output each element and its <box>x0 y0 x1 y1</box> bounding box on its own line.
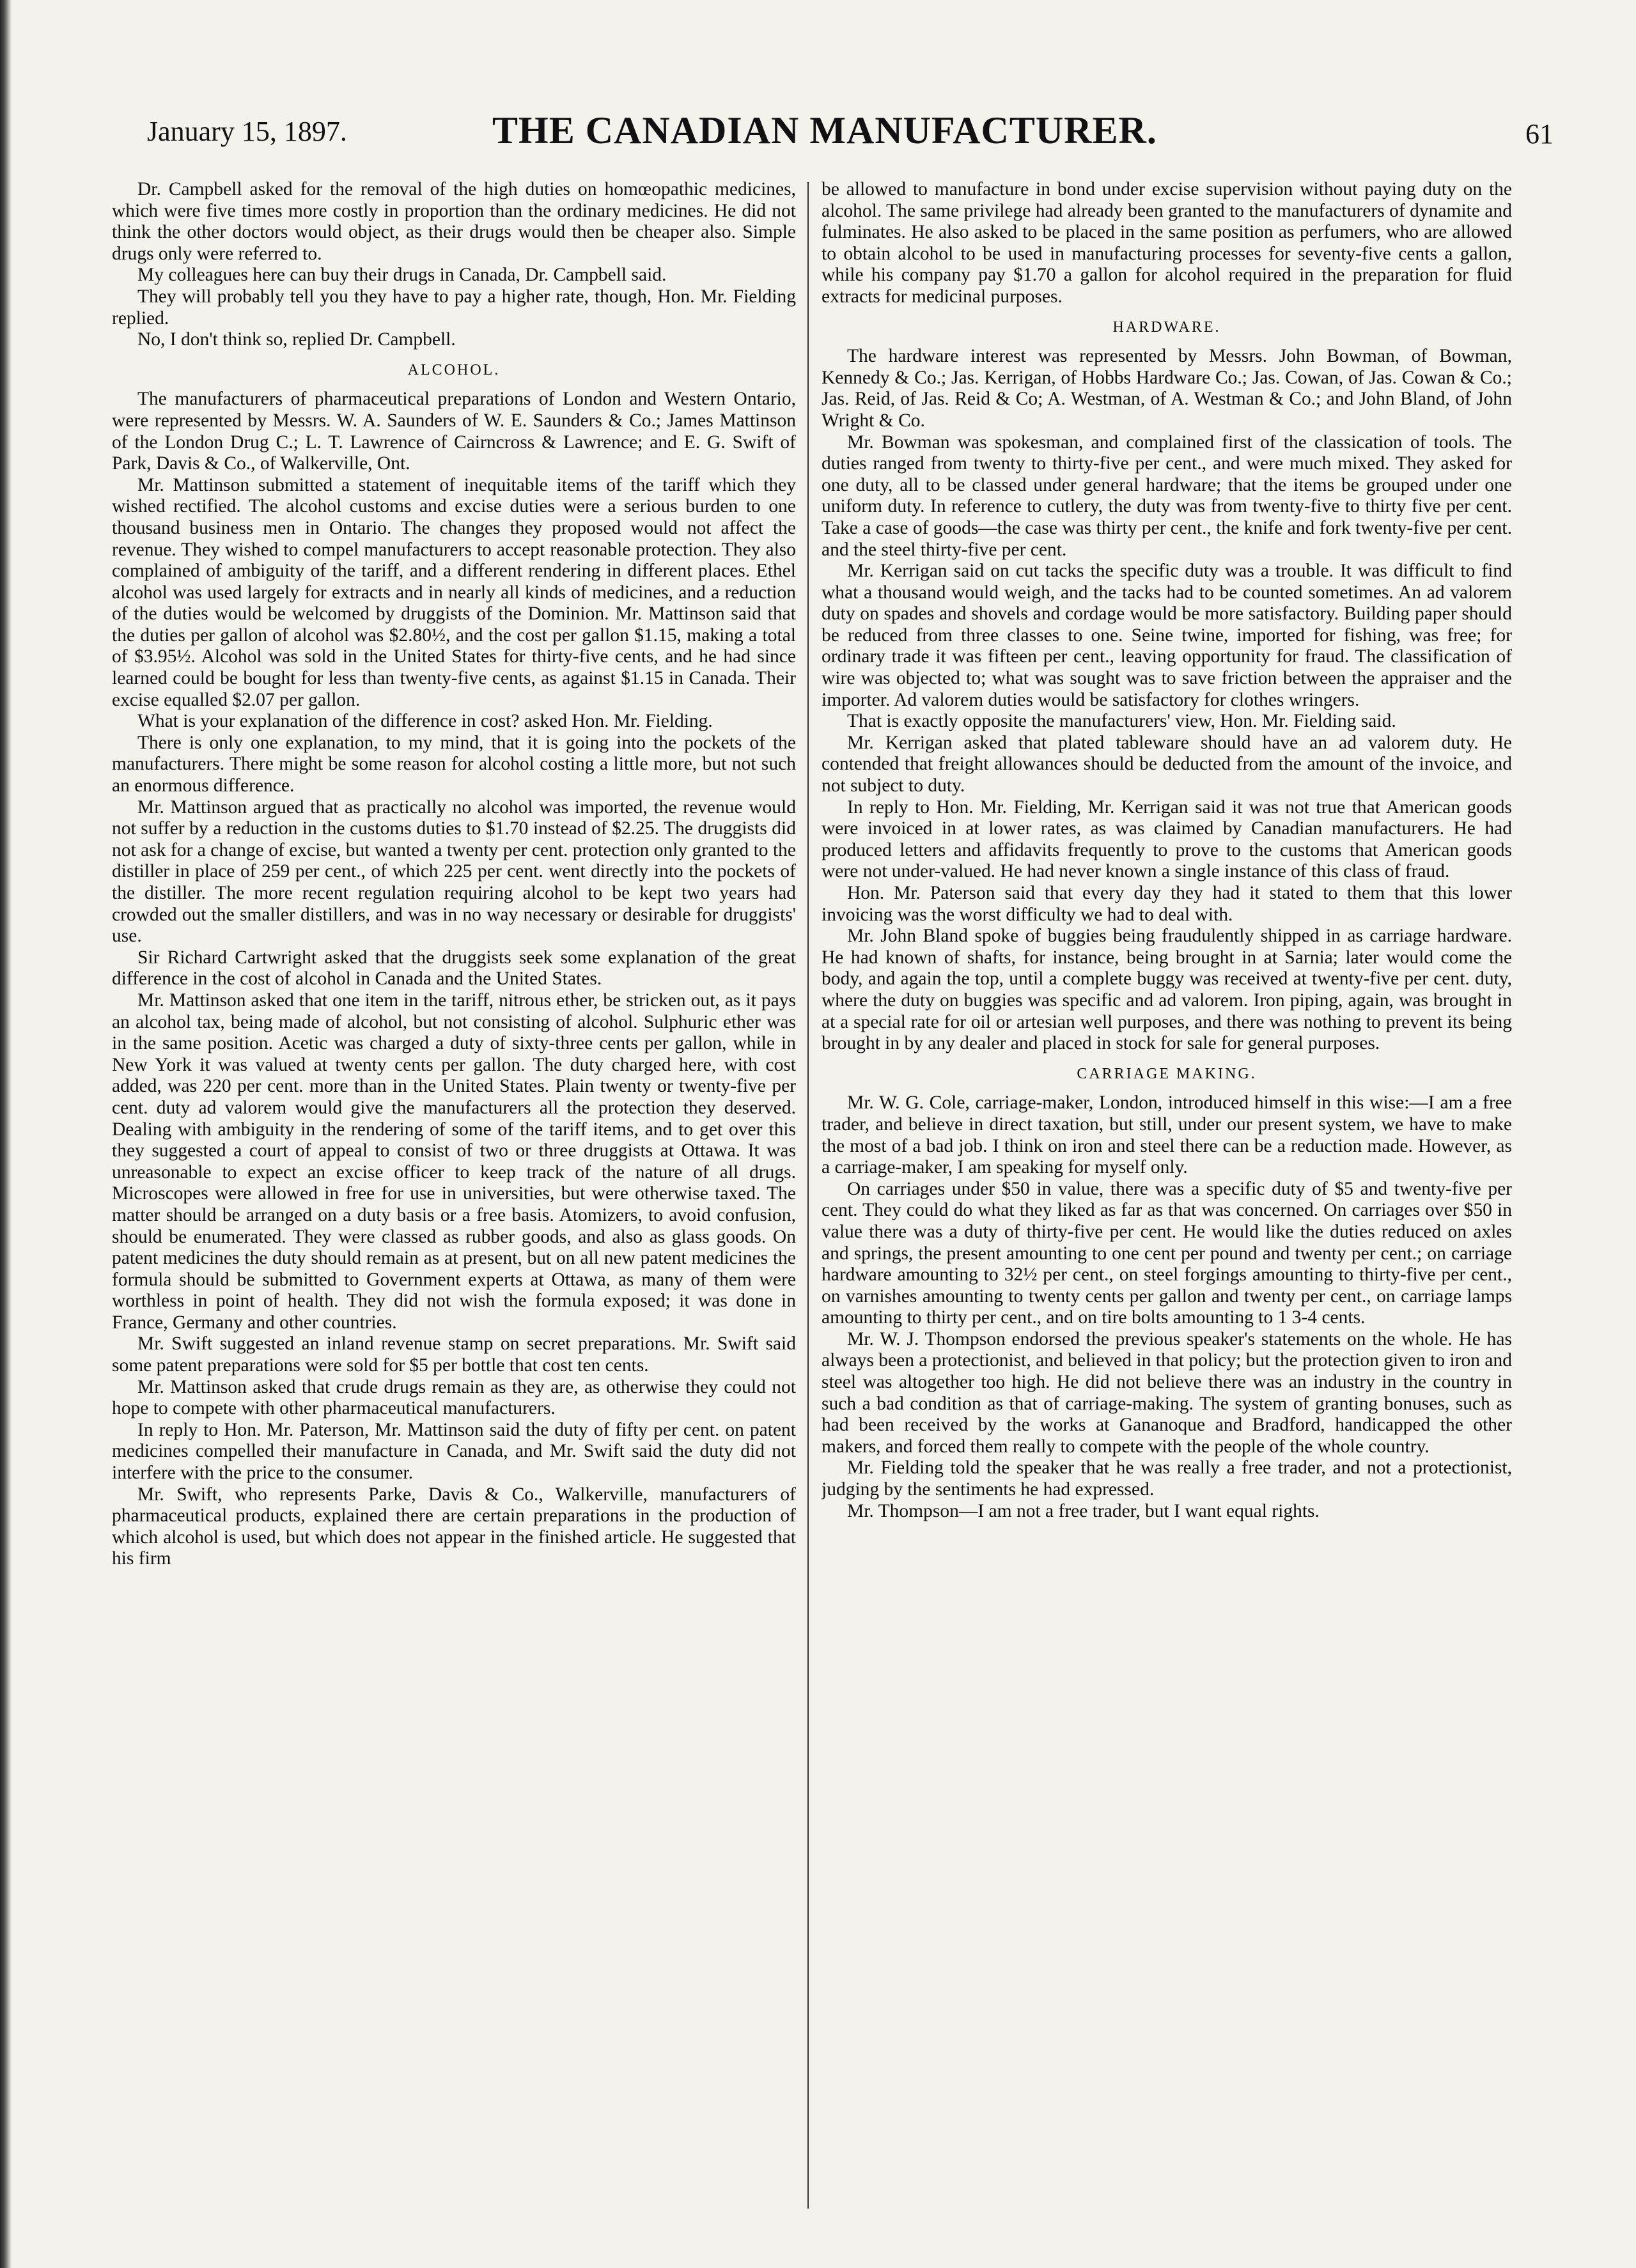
page-header <box>147 109 1554 166</box>
paragraph: Mr. Swift suggested an inland revenue stamp on secret preparations. Mr. Swift said some patent preparations were sold for $5 per bottle that cost ten cents. <box>112 1333 796 1376</box>
paragraph: Mr. Mattinson asked that one item in the tariff, nitrous ether, be stricken out, as it pays an alcohol tax, being made of alcohol, but not consisting of alcohol. Sulphuric ether was in the same position. Acetic was charged a duty of sixty-three cents per gallon, while in New York it was valued at twenty cents per gallon. The duty charged here, with cost added, was 220 per cent. more than in the United States. Plain twenty or twenty-five per cent. duty ad valorem would give the manufacturers all the protection they deserved. Dealing with ambiguity in the rendering of some of the tariff items, and to get over this they suggested a court of appeal to consist of two or three druggists at Ottawa. It was unreasonable to expect an excise officer to keep track of the nature of all drugs. Microscopes were allowed in free for use in universities, but were otherwise taxed. The matter should be arranged on a duty basis or a free basis. Atomizers, to avoid confusion, should be enumerated. They were classed as rubber goods, and also as glass goods. On patent medicines the duty should remain as at present, but on all new patent medicines the formula should be submitted to Government experts at Ottawa, as many of them were worthless in point of health. They did not wish the formula exposed; it was done in France, Germany and other countries. <box>112 990 796 1333</box>
paragraph: Sir Richard Cartwright asked that the druggists seek some explanation of the great difference in the cost of alcohol in Canada and the United States. <box>112 947 796 990</box>
paragraph: Mr. Kerrigan said on cut tacks the specific duty was a trouble. It was difficult to find what a thousand would weigh, and the tacks had to be counted sometimes. An ad valorem duty on spades and shovels and cordage would be more satisfactory. Building paper should be reduced from three classes to one. Seine twine, imported for fishing, was free; for ordinary trade it was fifteen per cent., leaving opportunity for fraud. The classification of wire was objected to; what was sought was to save friction between the appraiser and the importer. Ad valorem duties would be satisfactory for clothes wringers. <box>822 561 1512 710</box>
paragraph: On carriages under $50 in value, there was a specific duty of $5 and twenty-five per cent. They could do what they liked as far as that was concerned. On carriages over $50 in value there was a duty of thirty-five per cent. He would like the duties reduced on axles and springs, the present amounting to one cent per pound and twenty per cent.; on carriage hardware amounting to 32½ per cent., on steel forgings amounting to thirty-five per cent., on varnishes amounting to twenty cents per gallon and twenty per cent., on carriage lamps amounting to thirty per cent., and on tire bolts amounting to 1 3-4 cents. <box>822 1178 1512 1328</box>
section-heading-carriage-making: CARRIAGE MAKING. <box>1077 1065 1257 1082</box>
scan-edge <box>0 0 12 2268</box>
paragraph: My colleagues here can buy their drugs in Canada, Dr. Campbell said. <box>137 265 667 286</box>
paragraph: There is only one explanation, to my mind, that it is going into the pockets of the manufacturers. There might be some reason for alcohol costing a little more, but not such an enormous difference. <box>112 732 796 796</box>
left-column <box>112 179 796 2231</box>
paragraph: Mr. Fielding told the speaker that he was really a free trader, and not a protectionist, judging by the sentiments he had expressed. <box>822 1457 1512 1500</box>
paragraph: Dr. Campbell asked for the removal of the high duties on homœopathic medicines, which were five times more costly in proportion than the ordinary medicines. He did not think the other doctors would object, as their drugs would then be cheaper also. Simple drugs only were referred to. <box>112 179 796 264</box>
section-heading-alcohol: ALCOHOL. <box>407 361 501 378</box>
paragraph: Mr. Thompson—I am not a free trader, but I want equal rights. <box>847 1500 1320 1521</box>
paragraph: Mr. Mattinson submitted a statement of inequitable items of the tariff which they wished rectified. The alcohol customs and excise duties were a serious burden to one thousand business men in Ontario. The changes they proposed would not affect the revenue. They wished to compel manufacturers to accept reasonable protection. They also complained of ambiguity of the tariff, and a different rendering in different places. Ethel alcohol was used largely for extracts and in nearly all kinds of medicines, and a reduction of the duties would be welcomed by druggists of the Dominion. Mr. Mattinson said that the duties per gallon of alcohol was $2.80½, and the cost per gallon $1.15, making a total of $3.95½. Alcohol was sold in the United States for thirty-five cents, and he had since learned could be bought for less than twenty-five cents, as against $1.15 in Canada. Their excise equalled $2.07 per gallon. <box>112 474 796 710</box>
paragraph: Mr. Bowman was spokesman, and complained first of the classication of tools. The duties ranged from twenty to thirty-five per cent., and were much mixed. They asked for one duty, all to be classed under general hardware; that the items be grouped under one uniform duty. In reference to cutlery, the duty was from twenty-five to thirty five per cent. Take a case of goods—the case was thirty per cent., the knife and fork twenty-five per cent. and the steel thirty-five per cent. <box>822 431 1512 560</box>
publication-title: THE CANADIAN MANUFACTURER. <box>492 109 1157 151</box>
paragraph: Mr. Mattinson asked that crude drugs remain as they are, as otherwise they could not hope to compete with other pharmaceutical manufacturers. <box>112 1376 796 1419</box>
paragraph: What is your explanation of the difference in cost? asked Hon. Mr. Fielding. <box>137 711 713 732</box>
paragraph: In reply to Hon. Mr. Fielding, Mr. Kerrigan said it was not true that American goods were invoiced in at lower rates, as was claimed by Canadian manufacturers. He had produced letters and affidavits frequently to prove to the customs that American goods were not under-valued. He had never known a single instance of this class of fraud. <box>822 796 1512 882</box>
paragraph: Mr. W. G. Cole, carriage-maker, London, introduced himself in this wise:—I am a free trader, and believe in direct taxation, but still, under our present system, we have to make the most of a bad job. I think on iron and steel there can be a reduction made. However, as a carriage-maker, I am speaking for myself only. <box>822 1092 1512 1178</box>
paragraph: Mr. Kerrigan asked that plated tableware should have an ad valorem duty. He contended that freight allowances should be deducted from the amount of the invoice, and not subject to duty. <box>822 732 1512 796</box>
page-number: 61 <box>1525 118 1554 150</box>
paragraph: That is exactly opposite the manufacturers' view, Hon. Mr. Fielding said. <box>847 711 1396 732</box>
section-heading-hardware: HARDWARE. <box>1112 318 1221 336</box>
paragraph: In reply to Hon. Mr. Paterson, Mr. Mattinson said the duty of fifty per cent. on patent medicines compelled their manufacture in Canada, and Mr. Swift said the duty did not interfere with the price to the consumer. <box>112 1419 796 1484</box>
paragraph: Mr. W. J. Thompson endorsed the previous speaker's statements on the whole. He has always been a protectionist, and believed in that policy; but the protection given to iron and steel was altogether too high. He did not believe there was an industry in the country in such a bad condition as that of carriage-making. The system of granting bonuses, such as had been received by the works at Gananoque and Bradford, handicapped the other makers, and forced them really to compete with the people of the whole country. <box>822 1328 1512 1457</box>
paragraph: They will probably tell you they have to pay a higher rate, though, Hon. Mr. Fielding replied. <box>112 286 796 329</box>
paragraph: be allowed to manufacture in bond under excise supervision without paying duty on the alcohol. The same privilege had already been granted to the manufacturers of dynamite and fulminates. He also asked to be placed in the same position as perfumers, who are allowed to obtain alcohol to be used in manufacturing processes for seventy-five cents a gallon, while his company pay $1.70 a gallon for alcohol required in the preparation for fluid extracts for medicinal purposes. <box>822 179 1512 307</box>
paragraph: The manufacturers of pharmaceutical preparations of London and Western Ontario, were represented by Messrs. W. A. Saunders of W. E. Saunders & Co.; James Mattinson of the London Drug C.; L. T. Lawrence of Cairncross & Lawrence; and E. G. Swift of Park, Davis & Co., of Walkerville, Ont. <box>112 389 796 474</box>
paragraph: Hon. Mr. Paterson said that every day they had it stated to them that this lower invoicing was the worst difficulty we had to deal with. <box>822 883 1512 925</box>
issue-date: January 15, 1897. <box>147 116 347 147</box>
right-column <box>822 179 1512 2231</box>
paragraph: The hardware interest was represented by Messrs. John Bowman, of Bowman, Kennedy & Co.; Jas. Kerrigan, of Hobbs Hardware Co.; Jas. Cowan, of Jas. Cowan & Co.; Jas. Reid, of Jas. Reid & Co; A. Westman, of A. Westman & Co.; and John Bland, of John Wright & Co. <box>822 346 1512 431</box>
paragraph: Mr. John Bland spoke of buggies being fraudulently shipped in as carriage hardware. He had known of shafts, for instance, being brought in at Sarnia; later would come the body, and again the top, until a complete buggy was received at twenty-five per cent. duty, where the duty on buggies was specific and ad valorem. Iron piping, again, was brought in at a special rate for oil or artesian well purposes, and there was nothing to prevent its being brought in by any dealer and placed in stock for sale for general purposes. <box>822 926 1512 1054</box>
paragraph: Mr. Mattinson argued that as practically no alcohol was imported, the revenue would not suffer by a reduction in the customs duties to $1.70 instead of $2.25. The druggists did not ask for a change of excise, but wanted a twenty per cent. protection only granted to the distiller in place of 259 per cent., of which 225 per cent. went directly into the pockets of the distiller. The more recent regulation requiring alcohol to be kept two years had crowded out the smaller distillers, and was in no way necessary or desirable for druggists' use. <box>112 796 796 947</box>
paragraph: Mr. Swift, who represents Parke, Davis & Co., Walkerville, manufacturers of pharmaceutical products, explained there are certain preparations in the production of which alcohol is used, but which does not appear in the finished article. He suggested that his firm <box>112 1484 796 1569</box>
column-divider <box>807 182 809 2209</box>
paragraph: No, I don't think so, replied Dr. Campbell. <box>137 329 456 350</box>
